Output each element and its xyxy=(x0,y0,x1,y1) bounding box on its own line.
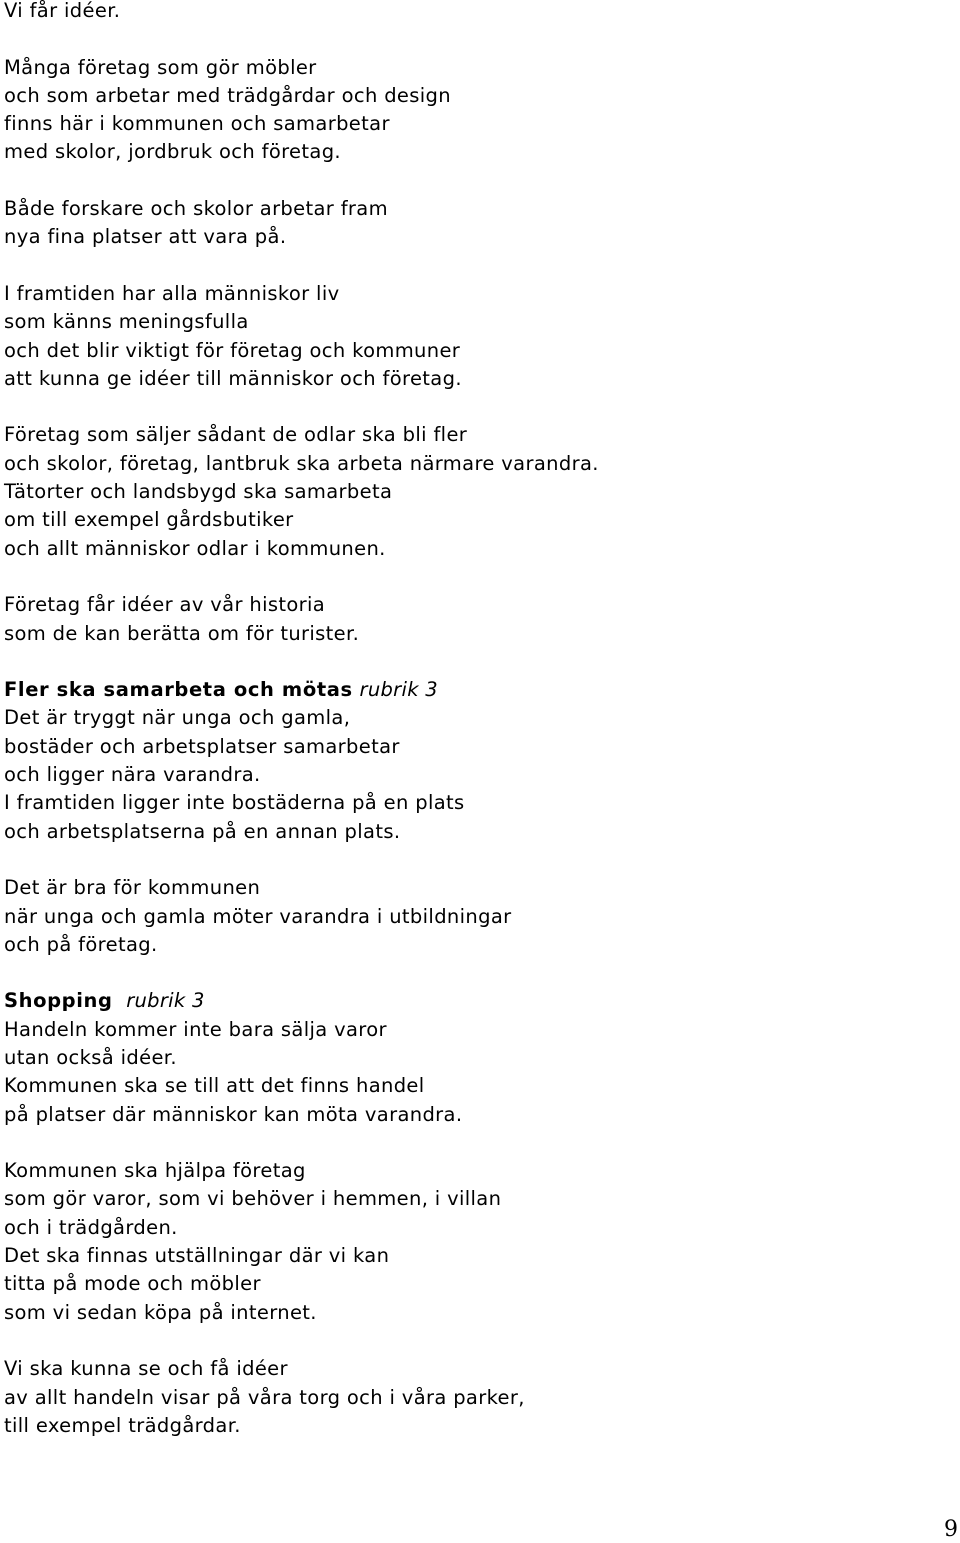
spacer xyxy=(4,393,944,421)
paragraph-companies xyxy=(4,54,944,167)
spacer xyxy=(4,1327,944,1355)
text-line: som gör varor, som vi behöver i hemmen, i villan xyxy=(4,1187,502,1211)
text-line: Många företag som gör möbler xyxy=(4,55,317,79)
spacer xyxy=(4,167,944,195)
text-line: Kommunen ska se till att det finns handel xyxy=(4,1074,425,1098)
heading-text: Shopping xyxy=(4,989,113,1013)
text-line: Tätorter och landsbygd ska samarbeta xyxy=(4,480,393,504)
text-line: Det ska finnas utställningar där vi kan xyxy=(4,1244,390,1268)
spacer xyxy=(4,252,944,280)
text-line: som de kan berätta om för turister. xyxy=(4,621,360,645)
text-line: Handeln kommer inte bara sälja varor xyxy=(4,1017,387,1041)
section-heading-shopping xyxy=(4,987,944,1015)
text-line: att kunna ge idéer till människor och företag. xyxy=(4,366,462,390)
text-line: bostäder och arbetsplatser samarbetar xyxy=(4,734,400,758)
text-line: och det blir viktigt för företag och kommuner xyxy=(4,338,461,362)
text-line: nya fina platser att vara på. xyxy=(4,225,287,249)
page-number: 9 xyxy=(944,1517,958,1542)
text-line: och ligger nära varandra. xyxy=(4,763,261,787)
text-line: och arbetsplatserna på en annan plats. xyxy=(4,819,401,843)
text-line: av allt handeln visar på våra torg och i våra parker, xyxy=(4,1385,525,1409)
heading-text: Fler ska samarbeta och mötas xyxy=(4,678,353,702)
text-line: utan också idéer. xyxy=(4,1045,177,1069)
heading-style-label: rubrik 3 xyxy=(359,678,439,702)
text-line: Både forskare och skolor arbetar fram xyxy=(4,197,388,221)
intro-title: Vi får idéer. xyxy=(4,0,121,22)
text-line: när unga och gamla möter varandra i utbildningar xyxy=(4,904,512,928)
text-line: och i trädgården. xyxy=(4,1215,178,1239)
text-line: till exempel trädgårdar. xyxy=(4,1413,241,1437)
text-line: I framtiden ligger inte bostäderna på en plats xyxy=(4,791,465,815)
spacer xyxy=(4,25,944,53)
text-line: I framtiden har alla människor liv xyxy=(4,281,340,305)
spacer xyxy=(4,1129,944,1157)
paragraph-researchers xyxy=(4,195,944,252)
paragraph-help xyxy=(4,1157,944,1327)
heading-style-label: rubrik 3 xyxy=(126,989,205,1013)
text-line: och som arbetar med trädgårdar och design xyxy=(4,83,451,107)
section-heading-meet xyxy=(4,676,944,704)
document-page xyxy=(4,0,944,1440)
text-line: som vi sedan köpa på internet. xyxy=(4,1300,317,1324)
paragraph-safe xyxy=(4,704,944,845)
spacer xyxy=(4,648,944,676)
text-line: på platser där människor kan möta varandra. xyxy=(4,1102,463,1126)
spacer xyxy=(4,846,944,874)
text-line: Kommunen ska hjälpa företag xyxy=(4,1159,306,1183)
text-line: titta på mode och möbler xyxy=(4,1272,261,1296)
text-line: och allt människor odlar i kommunen. xyxy=(4,536,386,560)
text-line: Företag får idéer av vår historia xyxy=(4,593,326,617)
text-line: och skolor, företag, lantbruk ska arbeta närmare varandra. xyxy=(4,451,599,475)
text-line: Vi ska kunna se och få idéer xyxy=(4,1357,288,1381)
paragraph-good xyxy=(4,874,944,959)
paragraph-ideas xyxy=(4,1355,944,1440)
paragraph-future xyxy=(4,280,944,393)
spacer xyxy=(4,959,944,987)
paragraph-trade xyxy=(4,1016,944,1129)
text-line: Det är tryggt när unga och gamla, xyxy=(4,706,351,730)
text-line: och på företag. xyxy=(4,932,158,956)
text-line: Det är bra för kommunen xyxy=(4,876,261,900)
text-line: med skolor, jordbruk och företag. xyxy=(4,140,341,164)
text-line: Företag som säljer sådant de odlar ska bli fler xyxy=(4,423,468,447)
spacer xyxy=(4,563,944,591)
text-line: finns här i kommunen och samarbetar xyxy=(4,112,390,136)
paragraph-history xyxy=(4,591,944,648)
text-line: om till exempel gårdsbutiker xyxy=(4,508,294,532)
paragraph-selling xyxy=(4,421,944,562)
text-line: som känns meningsfulla xyxy=(4,310,249,334)
